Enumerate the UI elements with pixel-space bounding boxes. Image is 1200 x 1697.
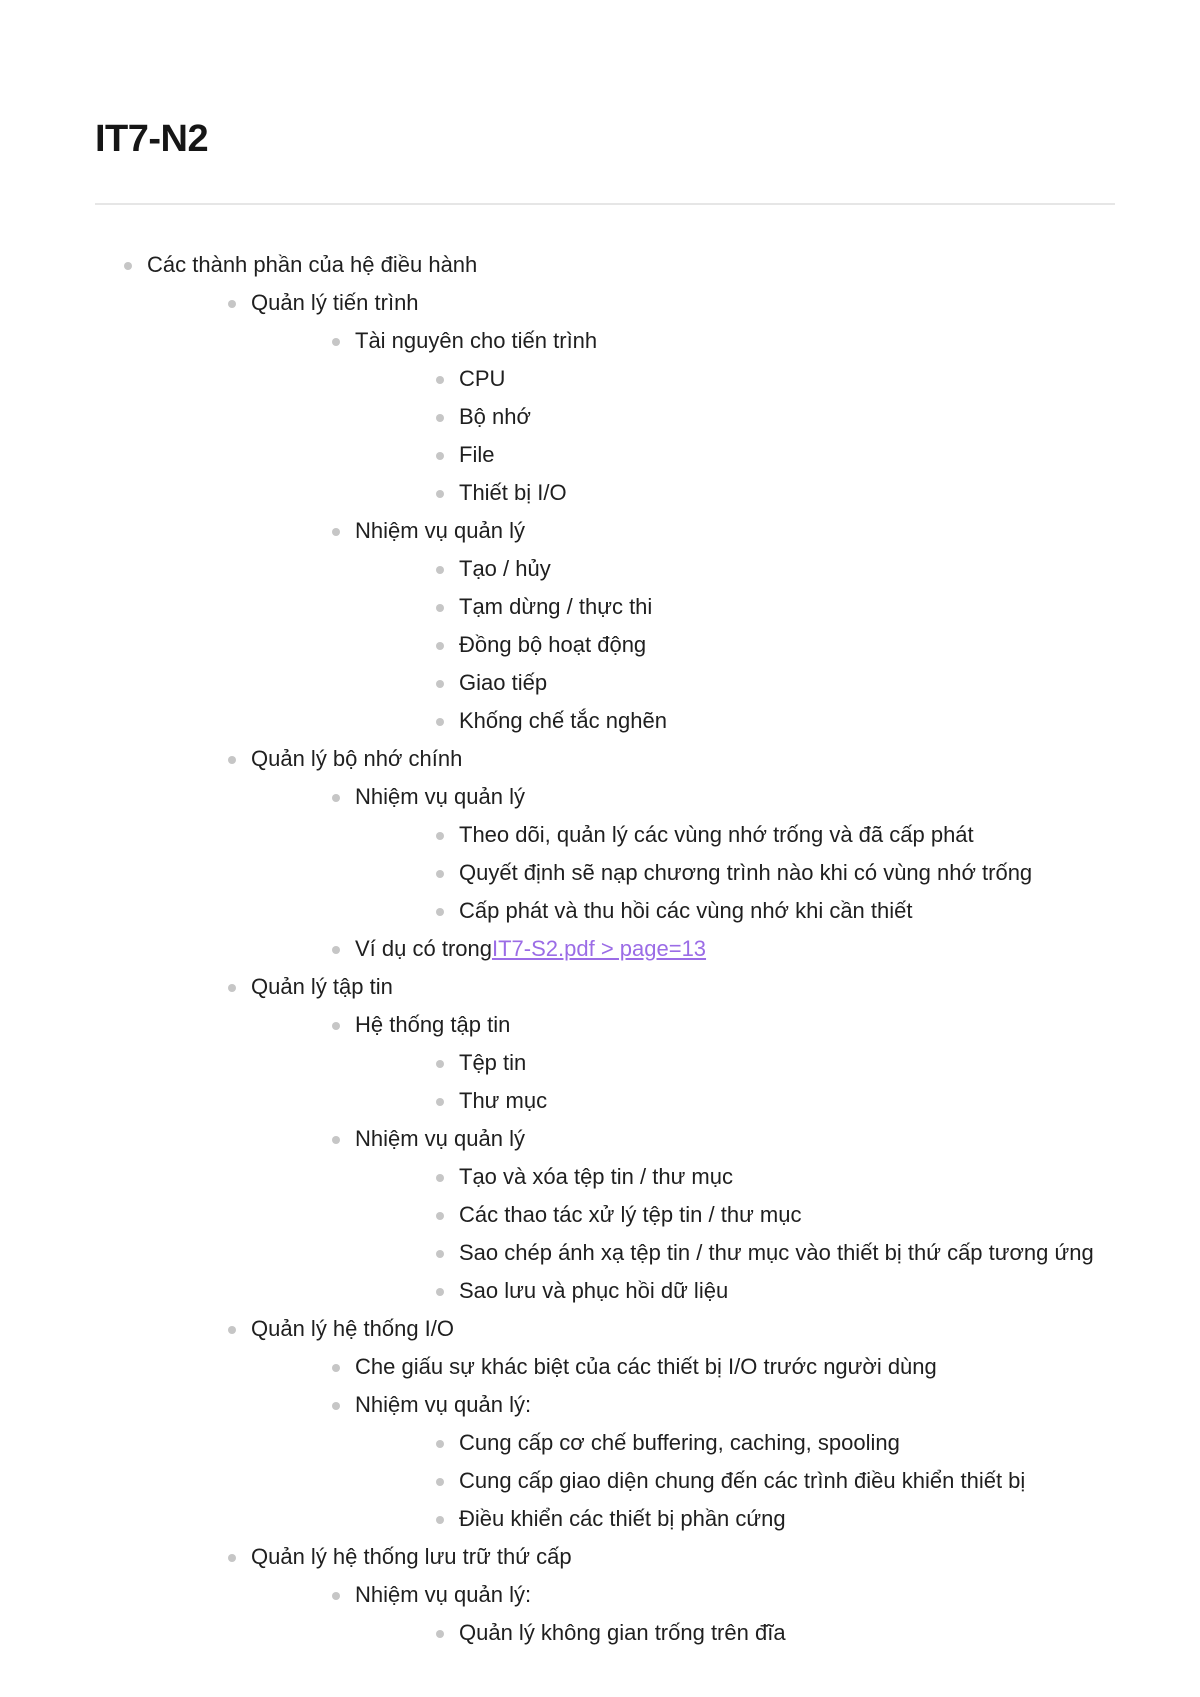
list-item-label: Nhiệm vụ quản lý: [355, 784, 525, 809]
list-item-label: Cấp phát và thu hồi các vùng nhớ khi cần thiết: [459, 898, 913, 923]
list-item-label: Giao tiếp: [459, 670, 548, 695]
list-item: [251, 1086, 1115, 1116]
list-item-label: Các thành phần của hệ điều hành: [147, 252, 478, 277]
list-item-label: Quản lý bộ nhớ chính: [251, 746, 463, 771]
list-item-label: Sao chép ánh xạ tệp tin / thư mục vào thiết bị thứ cấp tương ứng: [459, 1240, 1094, 1265]
list-item-label: Tệp tin: [459, 1050, 527, 1075]
sub-list: [147, 1580, 1115, 1648]
sub-list: [147, 326, 1115, 736]
list-item: [199, 516, 1115, 736]
list-item-label: File: [459, 442, 495, 467]
list-item: [251, 1428, 1115, 1458]
outline-root-list: [95, 250, 1115, 1648]
list-item: [95, 250, 1115, 1648]
sub-list: [199, 1162, 1115, 1306]
list-item: [251, 896, 1115, 926]
list-item-label: Điều khiển các thiết bị phần cứng: [459, 1506, 786, 1531]
example-prefix: Ví dụ có trong: [355, 936, 492, 961]
list-item-label: Tạm dừng / thực thi: [459, 594, 653, 619]
list-item: [251, 1466, 1115, 1496]
list-item-label: Bộ nhớ: [459, 404, 531, 429]
list-item-label: Quản lý tiến trình: [251, 290, 419, 315]
sub-list: [147, 1352, 1115, 1534]
list-item: [251, 402, 1115, 432]
list-item: [199, 1124, 1115, 1306]
list-item: [251, 668, 1115, 698]
list-item: [199, 1580, 1115, 1648]
list-item: [251, 440, 1115, 470]
list-item: [199, 1010, 1115, 1116]
sub-list: [199, 1428, 1115, 1534]
list-item: [251, 1048, 1115, 1078]
list-item: [199, 1352, 1115, 1382]
sub-list: [95, 288, 1115, 1648]
list-item: [251, 630, 1115, 660]
list-item-label: Đồng bộ hoạt động: [459, 632, 647, 657]
list-item: [147, 288, 1115, 736]
list-item-label: Quản lý tập tin: [251, 974, 393, 999]
list-item-label: Nhiệm vụ quản lý:: [355, 1392, 532, 1417]
list-item: [199, 782, 1115, 926]
list-item: [199, 326, 1115, 508]
list-item-label: Nhiệm vụ quản lý: [355, 518, 525, 543]
list-item-label: Tài nguyên cho tiến trình: [355, 328, 598, 353]
sub-list: [199, 364, 1115, 508]
list-item-label: Sao lưu và phục hồi dữ liệu: [459, 1278, 729, 1303]
sub-list: [147, 782, 1115, 964]
sub-list: [199, 820, 1115, 926]
list-item: [251, 1200, 1115, 1230]
list-item: [251, 820, 1115, 850]
list-item: [251, 1238, 1115, 1268]
list-item-label: CPU: [459, 366, 506, 391]
list-item: [251, 858, 1115, 888]
list-item-label: Nhiệm vụ quản lý: [355, 1126, 525, 1151]
list-item: [199, 1390, 1115, 1534]
list-item: [251, 1162, 1115, 1192]
list-item: [251, 364, 1115, 394]
outline: [95, 250, 1115, 1648]
list-item-label: Cung cấp giao diện chung đến các trình điều khiển thiết bị: [459, 1468, 1026, 1493]
list-item-label: Thư mục: [459, 1088, 548, 1113]
list-item: [199, 934, 1115, 964]
list-item: [147, 744, 1115, 964]
list-item: [147, 1314, 1115, 1534]
list-item: [251, 554, 1115, 584]
pdf-page-link[interactable]: IT7-S2.pdf > page=13: [491, 936, 707, 961]
list-item: [251, 1618, 1115, 1648]
sub-list: [199, 1618, 1115, 1648]
list-item-label: Quản lý không gian trống trên đĩa: [459, 1620, 786, 1645]
sub-list: [199, 554, 1115, 736]
sub-list: [199, 1048, 1115, 1116]
list-item-label: Tạo và xóa tệp tin / thư mục: [459, 1164, 733, 1189]
list-item-label: Khống chế tắc nghẽn: [459, 708, 667, 733]
list-item: [251, 478, 1115, 508]
list-item: [251, 1504, 1115, 1534]
page-title: IT7-N2: [95, 118, 209, 160]
list-item: [251, 592, 1115, 622]
list-item: [147, 1542, 1115, 1648]
list-item-label: Quản lý hệ thống lưu trữ thứ cấp: [251, 1544, 572, 1569]
list-item: [251, 1276, 1115, 1306]
list-item-label: Cung cấp cơ chế buffering, caching, spooling: [459, 1430, 900, 1455]
list-item-label: Các thao tác xử lý tệp tin / thư mục: [459, 1202, 802, 1227]
list-item: [251, 706, 1115, 736]
list-item-label: Quyết định sẽ nạp chương trình nào khi có vùng nhớ trống: [459, 860, 1033, 885]
list-item-label: Tạo / hủy: [459, 556, 551, 581]
sub-list: [147, 1010, 1115, 1306]
list-item: [147, 972, 1115, 1306]
list-item-label: Che giấu sự khác biệt của các thiết bị I/O trước người dùng: [355, 1354, 937, 1379]
list-item-label: Thiết bị I/O: [459, 480, 567, 505]
list-item-label: Quản lý hệ thống I/O: [251, 1316, 455, 1341]
list-item-label: Theo dõi, quản lý các vùng nhớ trống và đã cấp phát: [459, 822, 974, 847]
title-divider: [95, 203, 1115, 205]
list-item-label: Hệ thống tập tin: [355, 1012, 511, 1037]
list-item-label: Nhiệm vụ quản lý:: [355, 1582, 532, 1607]
